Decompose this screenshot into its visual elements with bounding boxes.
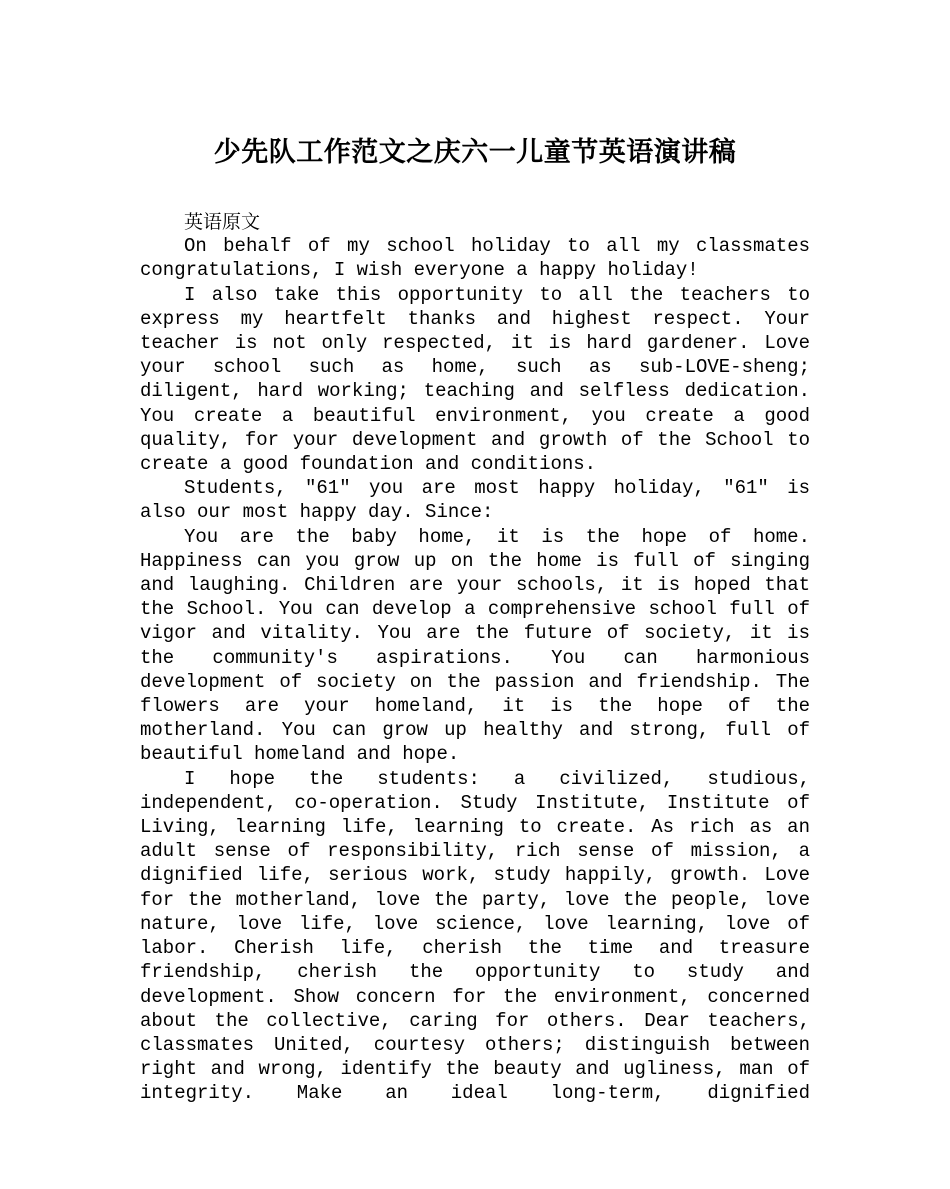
paragraph: On behalf of my school holiday to all my classmates congratulations, I wish everyone a happy holiday! (140, 235, 810, 282)
paragraph: Students, "61" you are most happy holiday, "61" is also our most happy day. Since: (140, 477, 810, 524)
section-heading: 英语原文 (184, 211, 261, 233)
paragraph: You are the baby home, it is the hope of home. Happiness can you grow up on the home is full of singing and laughing. Children are your schools, it is hoped that the School. You can develop a comprehensive school full of vigor and vitality. You are the future of society, it is the community's aspirations. You can harmonious development of society on the passion and friendship. The flowers are your homeland, it is the hope of the motherland. You can grow up healthy and strong, full of beautiful homeland and hope. (140, 525, 810, 766)
page-title: 少先队工作范文之庆六一儿童节英语演讲稿 (213, 137, 737, 168)
paragraph: I hope the students: a civilized, studious, independent, co-operation. Study Institute, Institute of Living, learning life, learning to create. As rich as an adult sense of responsibility, rich sense of mission, a dignified life, serious work, study happily, growth. Love for the motherland, love the party, love the people, love nature, love life, love science, love learning, love of labor. Cherish life, cherish the time and treasure friendship, cherish the opportunity to study and development. Show concern for the environment, concerned about the collective, caring for others. Dear teachers, classmates United, courtesy others; distinguish between right and wrong, identify the beauty and ugliness, man of integrity. Make an ideal long-term, dignified (140, 767, 810, 1105)
document-body (140, 210, 810, 1106)
paragraph: I also take this opportunity to all the teachers to express my heartfelt thanks and highest respect. Your teacher is not only respected, it is hard gardener. Love your school such as home, such as sub-LOVE-sheng; diligent, hard working; teaching and selfless dedication. You create a beautiful environment, you create a good quality, for your development and growth of the School to create a good foundation and conditions. (140, 283, 810, 476)
